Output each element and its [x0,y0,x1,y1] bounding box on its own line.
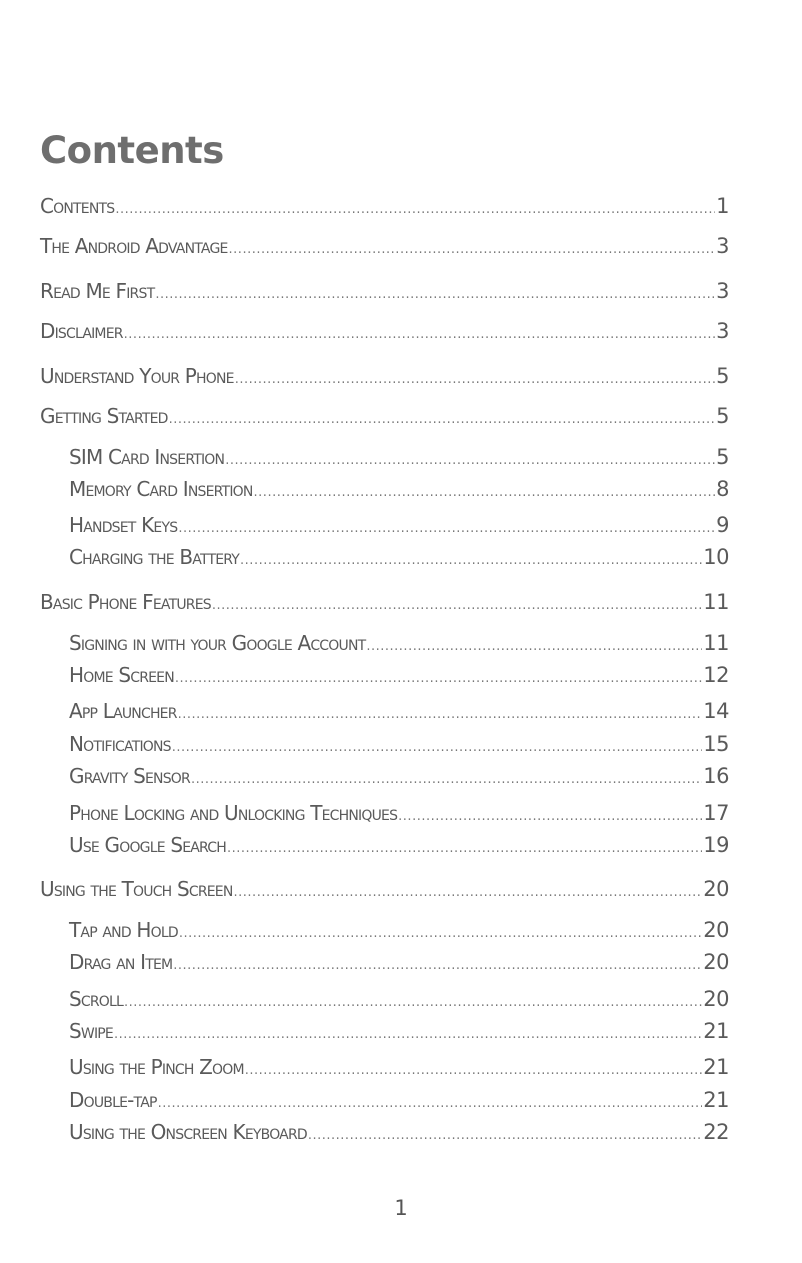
toc-entry-label: Disclaimer [40,319,123,343]
toc-entry-label: Home Screen [69,663,174,687]
toc-subentry[interactable] [69,987,729,1013]
toc-dot-leader [178,521,715,536]
toc-entry[interactable] [40,590,729,616]
toc-entry-label: Scroll [69,987,124,1011]
toc-subentry[interactable] [69,833,729,859]
toc-entry-label: Handset Keys [69,513,178,537]
toc-subentry[interactable] [69,732,729,758]
toc-subentry[interactable] [69,1019,729,1045]
toc-entry-label: Swipe [69,1019,113,1043]
toc-entry-page: 5 [716,364,729,388]
toc-entry[interactable] [40,279,729,305]
toc-entry-label: Read Me First [40,279,155,303]
toc-entry-label: Gravity Sensor [69,764,190,788]
toc-entry-page: 1 [716,194,729,218]
toc-entry-label: Double-tap [69,1088,157,1112]
toc-subentry[interactable] [69,1120,729,1146]
toc-entry-label: Drag an Item [69,950,173,974]
toc-entry-label: SIM Card Insertion [69,445,225,469]
toc-dot-leader [124,327,715,342]
toc-entry-label: Memory Card Insertion [69,477,253,501]
toc-subentry[interactable] [69,950,729,976]
toc-entry-page: 21 [703,1088,729,1112]
toc-dot-leader [240,553,702,568]
toc-subentry[interactable] [69,1055,729,1081]
toc-subentry[interactable] [69,801,729,827]
toc-entry[interactable] [40,194,729,220]
toc-subentry[interactable] [69,445,729,471]
toc-entry-label: Using the Pinch Zoom [69,1055,244,1079]
toc-subentry[interactable] [69,663,729,689]
toc-entry-page: 9 [716,513,729,537]
toc-entry-page: 21 [703,1019,729,1043]
toc-entry-label: App Launcher [69,699,177,723]
toc-subentry[interactable] [69,513,729,539]
toc-dot-leader [158,1096,703,1111]
toc-dot-leader [308,1128,702,1143]
toc-entry-label: Basic Phone Features [40,590,211,614]
toc-dot-leader [172,740,702,755]
toc-entry-page: 11 [703,631,729,655]
toc-dot-leader [254,485,716,500]
toc-entry-page: 5 [716,445,729,469]
toc-entry-page: 15 [703,732,729,756]
toc-dot-leader [169,412,715,427]
toc-entry-label: Understand Your Phone [40,364,234,388]
page-number: 1 [394,1196,408,1220]
toc-dot-leader [178,707,703,722]
toc-entry-page: 11 [703,590,729,614]
toc-dot-leader [234,885,703,900]
toc-entry-page: 22 [703,1120,729,1144]
toc-entry-label: Charging the Battery [69,545,240,569]
toc-dot-leader [398,809,702,824]
toc-entry-page: 20 [703,918,729,942]
toc-dot-leader [114,1027,702,1042]
toc-entry-label: Using the Onscreen Keyboard [69,1120,307,1144]
toc-dot-leader [175,671,702,686]
toc-entry-page: 14 [703,699,729,723]
page-title: Contents [40,129,224,172]
toc-entry-label: Notifications [69,732,171,756]
toc-entry-page: 21 [703,1055,729,1079]
toc-dot-leader [173,958,702,973]
toc-subentry[interactable] [69,1088,729,1114]
toc-entry-label: The Android Advantage [40,234,228,258]
toc-dot-leader [212,598,702,613]
toc-entry-page: 5 [716,404,729,428]
toc-entry-label: Use Google Search [69,833,226,857]
toc-subentry[interactable] [69,631,729,657]
toc-subentry[interactable] [69,545,729,571]
toc-entry-page: 8 [716,477,729,501]
toc-entry-page: 19 [703,833,729,857]
toc-dot-leader [366,639,702,654]
toc-dot-leader [115,202,715,217]
toc-entry-page: 12 [703,663,729,687]
toc-entry-page: 3 [716,234,729,258]
toc-entry-label: Signing in with your Google Account [69,631,366,655]
toc-entry[interactable] [40,319,729,345]
toc-entry-label: Using the Touch Screen [40,877,233,901]
toc-dot-leader [191,772,702,787]
toc-entry-page: 20 [703,877,729,901]
toc-entry-label: Phone Locking and Unlocking Techniques [69,801,398,825]
toc-entry-page: 17 [703,801,729,825]
toc-dot-leader [235,372,715,387]
toc-entry-label: Contents [40,194,115,218]
toc-entry-page: 16 [703,764,729,788]
toc-entry[interactable] [40,364,729,390]
toc-entry[interactable] [40,234,729,260]
toc-subentry[interactable] [69,699,729,725]
toc-entry-page: 3 [716,279,729,303]
toc-entry-page: 20 [703,987,729,1011]
toc-dot-leader [155,287,715,302]
toc-dot-leader [124,995,702,1010]
toc-entry[interactable] [40,877,729,903]
toc-entry-label: Getting Started [40,404,168,428]
toc-entry-page: 10 [703,545,729,569]
toc-dot-leader [179,926,702,941]
toc-subentry[interactable] [69,918,729,944]
toc-subentry[interactable] [69,477,729,503]
toc-subentry[interactable] [69,764,729,790]
toc-entry-page: 3 [716,319,729,343]
toc-dot-leader [245,1063,703,1078]
toc-entry-label: Tap and Hold [69,918,178,942]
toc-entry-page: 20 [703,950,729,974]
toc-entry[interactable] [40,404,729,430]
toc-dot-leader [225,453,715,468]
toc-dot-leader [227,841,702,856]
toc-dot-leader [229,242,716,257]
